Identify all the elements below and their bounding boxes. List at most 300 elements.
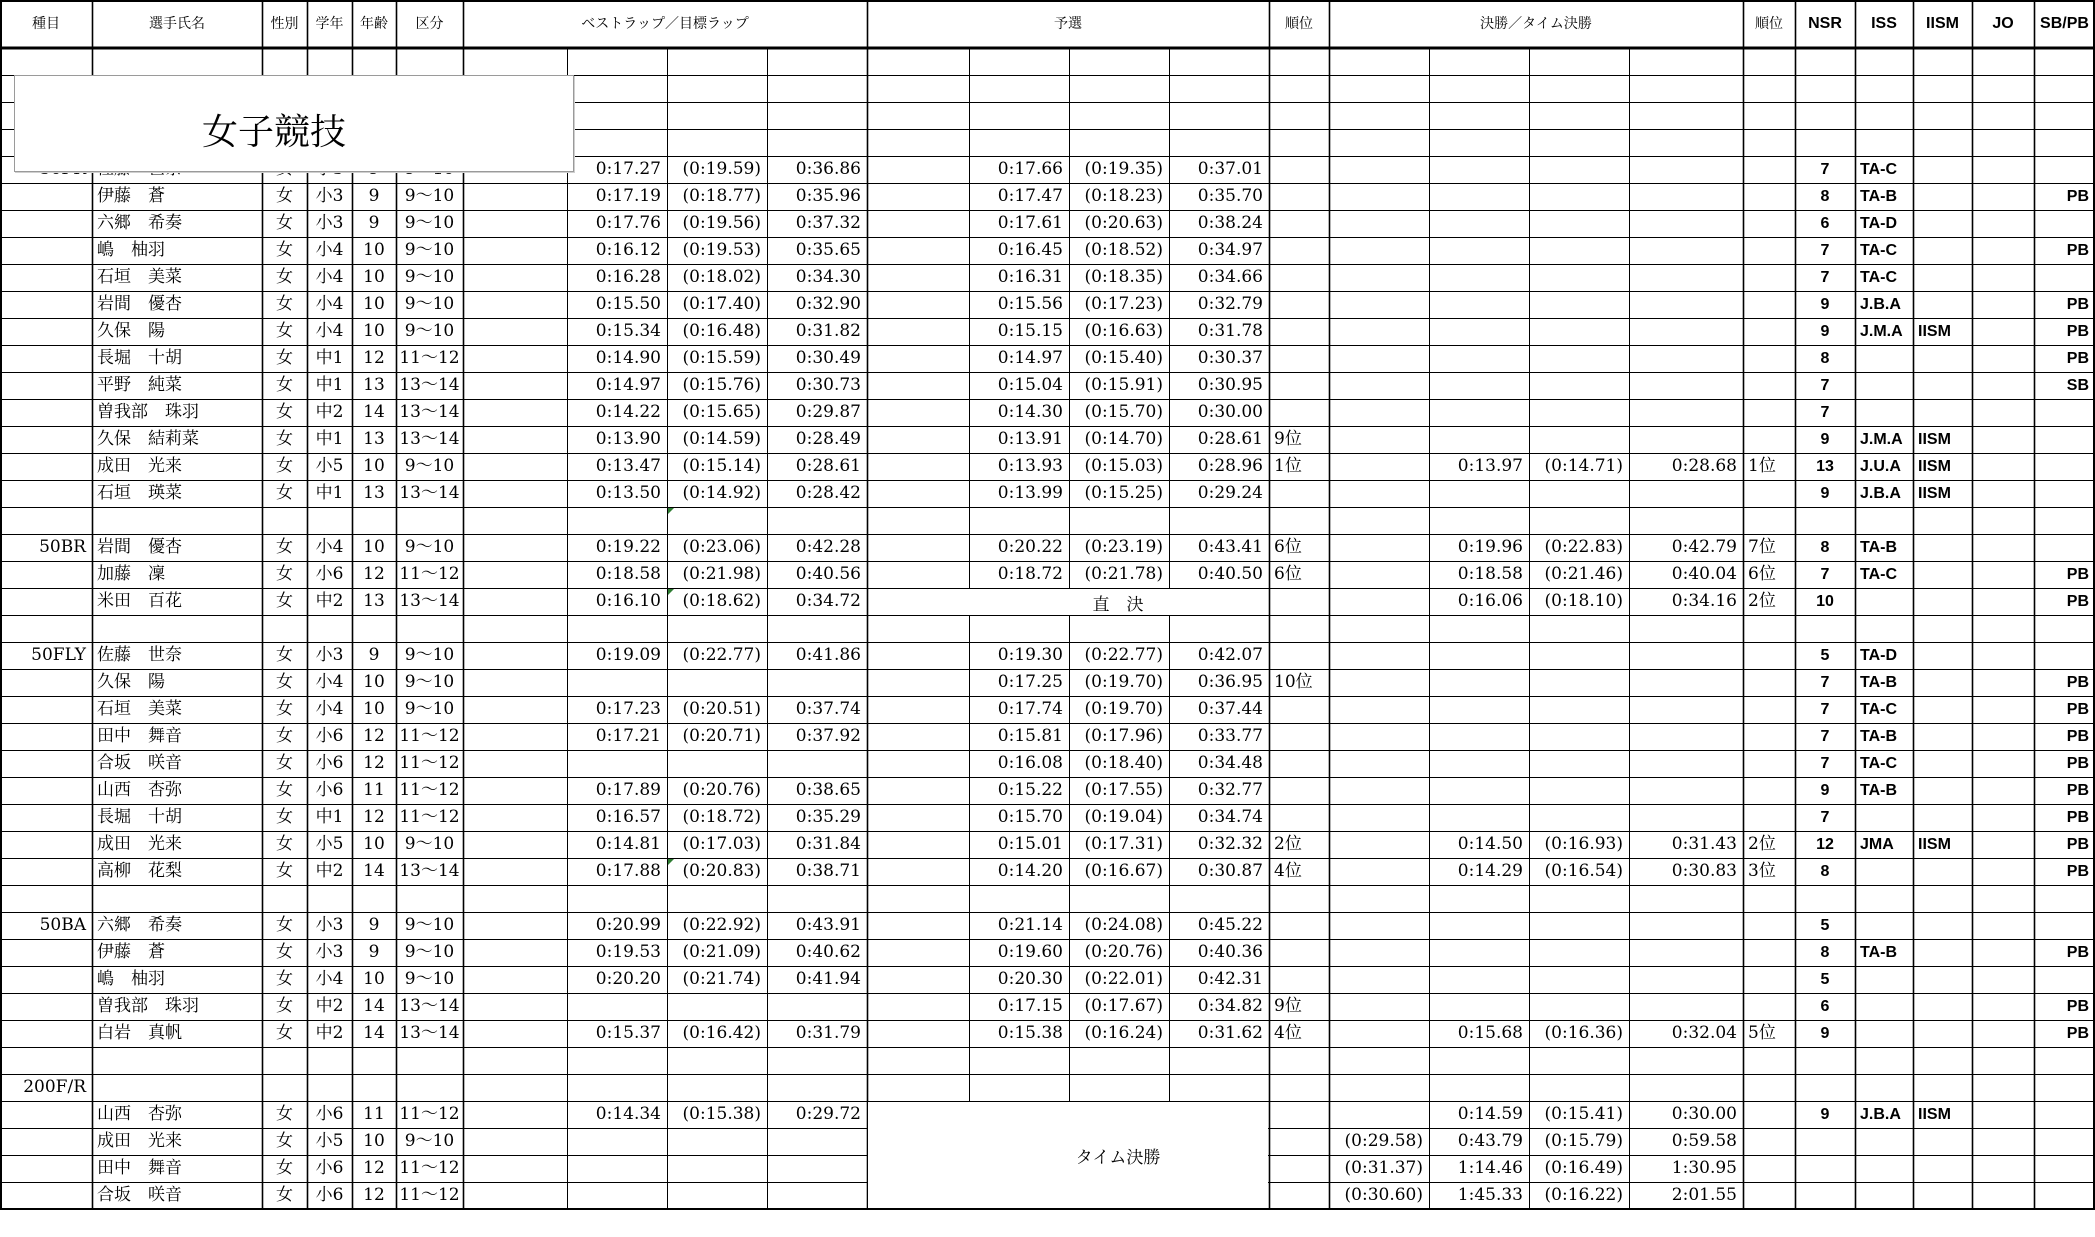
cell-gr[interactable]: 小6: [315, 726, 344, 746]
cell-f2[interactable]: (0:16.93): [1544, 834, 1623, 854]
cell-b3[interactable]: 0:41.86: [795, 645, 861, 665]
cell-p1[interactable]: 0:19.30: [997, 645, 1063, 665]
cell-nsr[interactable]: 7: [1820, 755, 1830, 772]
cell-nsr[interactable]: 9: [1820, 431, 1830, 448]
cell-g[interactable]: 女: [276, 240, 293, 260]
cell-pr[interactable]: 4位: [1274, 861, 1302, 881]
cell-f2[interactable]: (0:21.46): [1544, 564, 1623, 584]
cell-iss[interactable]: TA-C: [1860, 269, 1898, 286]
cell-sb[interactable]: PB: [2066, 566, 2089, 583]
cell-f1[interactable]: 0:18.58: [1457, 564, 1523, 584]
cell-p1[interactable]: 0:15.81: [997, 726, 1063, 746]
header-name[interactable]: 選手氏名: [149, 16, 205, 32]
cell-nsr[interactable]: 8: [1820, 350, 1830, 367]
cell-sb[interactable]: SB: [2066, 377, 2089, 394]
header-prelim[interactable]: 予選: [1054, 16, 1082, 32]
cell-b2[interactable]: (0:21.09): [682, 942, 761, 962]
cell-p1[interactable]: 0:17.47: [997, 186, 1063, 206]
cell-nm[interactable]: 岩間 優杏: [97, 294, 182, 314]
cell-gr[interactable]: 中2: [315, 861, 344, 881]
cell-p1[interactable]: 0:13.91: [997, 429, 1063, 449]
cell-cat[interactable]: 13～14: [399, 483, 460, 503]
header-iss[interactable]: ISS: [1871, 15, 1897, 32]
cell-g[interactable]: 女: [276, 942, 293, 962]
header-category[interactable]: 区分: [415, 16, 444, 32]
cell-b2[interactable]: (0:14.92): [682, 483, 761, 503]
cell-p3[interactable]: 0:34.74: [1197, 807, 1263, 827]
cell-sb[interactable]: PB: [2066, 809, 2089, 826]
cell-nsr[interactable]: 7: [1820, 377, 1830, 394]
cell-p1[interactable]: 0:17.61: [997, 213, 1063, 233]
cell-gr[interactable]: 中1: [315, 429, 344, 449]
cell-gr[interactable]: 小6: [315, 1158, 344, 1178]
cell-nm[interactable]: 久保 陽: [97, 321, 165, 341]
cell-p3[interactable]: 0:40.50: [1197, 564, 1263, 584]
cell-p3[interactable]: 0:34.82: [1197, 996, 1263, 1016]
cell-b2[interactable]: (0:18.77): [682, 186, 761, 206]
cell-b1[interactable]: 0:17.88: [595, 861, 661, 881]
cell-p2[interactable]: (0:15.91): [1084, 375, 1163, 395]
cell-cat[interactable]: 9～10: [404, 321, 455, 341]
cell-p1[interactable]: 0:15.70: [997, 807, 1063, 827]
cell-b2[interactable]: (0:20.83): [682, 861, 761, 881]
cell-age[interactable]: 10: [363, 267, 385, 287]
cell-age[interactable]: 14: [363, 1023, 385, 1043]
cell-b3[interactable]: 0:34.30: [795, 267, 861, 287]
cell-p1[interactable]: 0:17.74: [997, 699, 1063, 719]
cell-gr[interactable]: 中1: [315, 807, 344, 827]
cell-f1[interactable]: 0:13.97: [1457, 456, 1523, 476]
cell-b1[interactable]: 0:17.89: [595, 780, 661, 800]
cell-nm[interactable]: 六郷 希奏: [97, 213, 182, 233]
header-final[interactable]: 決勝／タイム決勝: [1480, 16, 1592, 32]
header-jo[interactable]: JO: [1992, 15, 2014, 32]
cell-b3[interactable]: 0:35.29: [795, 807, 861, 827]
cell-nm[interactable]: 山西 杏弥: [97, 780, 182, 800]
cell-cat[interactable]: 13～14: [399, 861, 460, 881]
cell-p3[interactable]: 0:31.78: [1197, 321, 1263, 341]
cell-b3[interactable]: 0:30.49: [795, 348, 861, 368]
cell-gr[interactable]: 小4: [315, 969, 344, 989]
cell-cat[interactable]: 13～14: [399, 429, 460, 449]
cell-p1[interactable]: 0:13.99: [997, 483, 1063, 503]
cell-p2[interactable]: (0:15.25): [1084, 483, 1163, 503]
cell-g[interactable]: 女: [276, 402, 293, 422]
cell-b2[interactable]: (0:15.14): [682, 456, 761, 476]
cell-nm[interactable]: 嶋 柚羽: [97, 969, 165, 989]
cell-sb[interactable]: PB: [2066, 674, 2089, 691]
cell-f0[interactable]: (0:29.58): [1344, 1131, 1423, 1151]
cell-b3[interactable]: 0:40.56: [795, 564, 861, 584]
cell-f1[interactable]: 1:14.46: [1457, 1158, 1523, 1178]
cell-sb[interactable]: PB: [2066, 728, 2089, 745]
cell-g[interactable]: 女: [276, 861, 293, 881]
cell-b3[interactable]: 0:34.72: [795, 591, 861, 611]
cell-g[interactable]: 女: [276, 726, 293, 746]
header-iism[interactable]: IISM: [1926, 15, 1959, 32]
cell-p2[interactable]: (0:18.35): [1084, 267, 1163, 287]
cell-f1[interactable]: 0:19.96: [1457, 537, 1523, 557]
cell-b2[interactable]: (0:17.40): [682, 294, 761, 314]
cell-sb[interactable]: PB: [2066, 701, 2089, 718]
cell-b1[interactable]: 0:17.19: [595, 186, 661, 206]
cell-p3[interactable]: 0:42.31: [1197, 969, 1263, 989]
cell-gr[interactable]: 中1: [315, 375, 344, 395]
cell-b1[interactable]: 0:17.21: [595, 726, 661, 746]
cell-b1[interactable]: 0:13.47: [595, 456, 661, 476]
cell-g[interactable]: 女: [276, 807, 293, 827]
cell-p1[interactable]: 0:15.01: [997, 834, 1063, 854]
cell-b3[interactable]: 0:43.91: [795, 915, 861, 935]
cell-pr[interactable]: 4位: [1274, 1023, 1302, 1043]
cell-age[interactable]: 12: [363, 726, 385, 746]
cell-nsr[interactable]: 9: [1820, 323, 1830, 340]
cell-nm[interactable]: 白岩 真帆: [97, 1023, 182, 1043]
cell-cat[interactable]: 11～12: [399, 564, 460, 584]
cell-g[interactable]: 女: [276, 1023, 293, 1043]
cell-b3[interactable]: 0:31.79: [795, 1023, 861, 1043]
cell-cat[interactable]: 11～12: [399, 753, 460, 773]
cell-f3[interactable]: 0:34.16: [1671, 591, 1737, 611]
cell-b3[interactable]: 0:36.86: [795, 159, 861, 179]
cell-p2[interactable]: (0:23.19): [1084, 537, 1163, 557]
cell-g[interactable]: 女: [276, 267, 293, 287]
cell-g[interactable]: 女: [276, 429, 293, 449]
cell-g[interactable]: 女: [276, 915, 293, 935]
cell-nm[interactable]: 岩間 優杏: [97, 537, 182, 557]
cell-b3[interactable]: 0:29.72: [795, 1104, 861, 1124]
cell-iss[interactable]: TA-C: [1860, 701, 1898, 718]
title-text-box[interactable]: [14, 75, 574, 172]
cell-nsr[interactable]: 9: [1820, 1106, 1830, 1123]
cell-age[interactable]: 11: [363, 1104, 385, 1124]
cell-f3[interactable]: 2:01.55: [1671, 1185, 1737, 1205]
cell-b2[interactable]: (0:16.48): [682, 321, 761, 341]
cell-iss[interactable]: J.B.A: [1860, 296, 1901, 313]
cell-f2[interactable]: (0:15.79): [1544, 1131, 1623, 1151]
cell-age[interactable]: 14: [363, 996, 385, 1016]
cell-gr[interactable]: 小6: [315, 780, 344, 800]
cell-iss[interactable]: J.M.A: [1860, 431, 1903, 448]
cell-p2[interactable]: (0:16.67): [1084, 861, 1163, 881]
cell-age[interactable]: 9: [368, 915, 380, 935]
cell-cat[interactable]: 11～12: [399, 348, 460, 368]
cell-b2[interactable]: (0:21.74): [682, 969, 761, 989]
cell-age[interactable]: 13: [363, 591, 385, 611]
cell-ev[interactable]: 50BR: [39, 537, 86, 557]
cell-age[interactable]: 13: [363, 483, 385, 503]
cell-age[interactable]: 10: [363, 537, 385, 557]
cell-nm[interactable]: 米田 百花: [97, 591, 182, 611]
cell-nm[interactable]: 石垣 瑛菜: [97, 483, 182, 503]
cell-p1[interactable]: 0:15.38: [997, 1023, 1063, 1043]
cell-gr[interactable]: 小4: [315, 267, 344, 287]
cell-b3[interactable]: 0:35.96: [795, 186, 861, 206]
cell-nm[interactable]: 田中 舞音: [97, 1158, 182, 1178]
cell-fr[interactable]: 6位: [1748, 564, 1776, 584]
cell-iism[interactable]: IISM: [1918, 458, 1951, 475]
cell-sb[interactable]: PB: [2066, 836, 2089, 853]
cell-f1[interactable]: 0:15.68: [1457, 1023, 1523, 1043]
cell-p3[interactable]: 0:38.24: [1197, 213, 1263, 233]
cell-f2[interactable]: (0:15.41): [1544, 1104, 1623, 1124]
cell-g[interactable]: 女: [276, 375, 293, 395]
header-prelim_rank[interactable]: 順位: [1285, 16, 1313, 32]
cell-p3[interactable]: 0:30.37: [1197, 348, 1263, 368]
cell-b2[interactable]: (0:16.42): [682, 1023, 761, 1043]
cell-b3[interactable]: 0:32.90: [795, 294, 861, 314]
cell-nsr[interactable]: 7: [1820, 269, 1830, 286]
cell-b1[interactable]: 0:20.99: [595, 915, 661, 935]
cell-p1[interactable]: 0:15.22: [997, 780, 1063, 800]
cell-cat[interactable]: 9～10: [404, 186, 455, 206]
cell-sb[interactable]: PB: [2066, 944, 2089, 961]
cell-gr[interactable]: 中2: [315, 591, 344, 611]
cell-b1[interactable]: 0:20.20: [595, 969, 661, 989]
cell-pr[interactable]: 1位: [1274, 456, 1302, 476]
cell-iss[interactable]: JMA: [1860, 836, 1894, 853]
cell-p3[interactable]: 0:28.96: [1197, 456, 1263, 476]
cell-p1[interactable]: 0:15.04: [997, 375, 1063, 395]
cell-gr[interactable]: 小4: [315, 672, 344, 692]
cell-cat[interactable]: 9～10: [404, 834, 455, 854]
cell-fr[interactable]: 3位: [1748, 861, 1776, 881]
cell-b2[interactable]: (0:20.71): [682, 726, 761, 746]
cell-g[interactable]: 女: [276, 483, 293, 503]
cell-g[interactable]: 女: [276, 564, 293, 584]
cell-sb[interactable]: PB: [2066, 1025, 2089, 1042]
cell-gr[interactable]: 小6: [315, 1185, 344, 1205]
cell-age[interactable]: 12: [363, 1158, 385, 1178]
cell-nm[interactable]: 山西 杏弥: [97, 1104, 182, 1124]
cell-iss[interactable]: J.U.A: [1860, 458, 1901, 475]
cell-b2[interactable]: (0:15.76): [682, 375, 761, 395]
cell-pr[interactable]: 2位: [1274, 834, 1302, 854]
cell-f3[interactable]: 0:59.58: [1671, 1131, 1737, 1151]
cell-nsr[interactable]: 7: [1820, 809, 1830, 826]
cell-p2[interactable]: (0:17.55): [1084, 780, 1163, 800]
cell-p2[interactable]: (0:17.31): [1084, 834, 1163, 854]
header-sbpb[interactable]: SB/PB: [2040, 15, 2089, 32]
cell-age[interactable]: 10: [363, 294, 385, 314]
cell-g[interactable]: 女: [276, 753, 293, 773]
cell-sb[interactable]: PB: [2066, 755, 2089, 772]
cell-nsr[interactable]: 9: [1820, 1025, 1830, 1042]
cell-nsr[interactable]: 5: [1820, 647, 1830, 664]
cell-age[interactable]: 9: [368, 213, 380, 233]
cell-f2[interactable]: (0:14.71): [1544, 456, 1623, 476]
cell-p2[interactable]: (0:19.04): [1084, 807, 1163, 827]
cell-f1[interactable]: 0:14.29: [1457, 861, 1523, 881]
cell-cat[interactable]: 9～10: [404, 672, 455, 692]
cell-gr[interactable]: 小5: [315, 1131, 344, 1151]
cell-b1[interactable]: 0:16.10: [595, 591, 661, 611]
cell-iss[interactable]: TA-B: [1860, 944, 1898, 961]
cell-nm[interactable]: 石垣 美菜: [97, 267, 182, 287]
cell-age[interactable]: 10: [363, 699, 385, 719]
cell-nsr[interactable]: 8: [1820, 539, 1830, 556]
cell-cat[interactable]: 9～10: [404, 537, 455, 557]
cell-cat[interactable]: 9～10: [404, 294, 455, 314]
cell-g[interactable]: 女: [276, 213, 293, 233]
cell-p2[interactable]: (0:19.70): [1084, 672, 1163, 692]
cell-nsr[interactable]: 7: [1820, 161, 1830, 178]
cell-p2[interactable]: (0:17.67): [1084, 996, 1163, 1016]
cell-cat[interactable]: 11～12: [399, 1104, 460, 1124]
cell-p3[interactable]: 0:32.79: [1197, 294, 1263, 314]
cell-cat[interactable]: 9～10: [404, 645, 455, 665]
cell-gr[interactable]: 小5: [315, 834, 344, 854]
cell-fr[interactable]: 5位: [1748, 1023, 1776, 1043]
cell-p1[interactable]: 0:17.25: [997, 672, 1063, 692]
cell-age[interactable]: 13: [363, 375, 385, 395]
cell-nsr[interactable]: 7: [1820, 566, 1830, 583]
cell-nsr[interactable]: 8: [1820, 188, 1830, 205]
cell-gr[interactable]: 小3: [315, 186, 344, 206]
cell-b2[interactable]: (0:19.56): [682, 213, 761, 233]
cell-p3[interactable]: 0:34.66: [1197, 267, 1263, 287]
cell-p2[interactable]: (0:16.63): [1084, 321, 1163, 341]
cell-b2[interactable]: (0:23.06): [682, 537, 761, 557]
cell-b3[interactable]: 0:35.65: [795, 240, 861, 260]
cell-gr[interactable]: 小5: [315, 456, 344, 476]
cell-age[interactable]: 13: [363, 429, 385, 449]
cell-fr[interactable]: 1位: [1748, 456, 1776, 476]
cell-f2[interactable]: (0:16.36): [1544, 1023, 1623, 1043]
cell-g[interactable]: 女: [276, 321, 293, 341]
cell-f2[interactable]: (0:16.54): [1544, 861, 1623, 881]
cell-p3[interactable]: 0:28.61: [1197, 429, 1263, 449]
cell-cat[interactable]: 9～10: [404, 267, 455, 287]
cell-b3[interactable]: 0:38.71: [795, 861, 861, 881]
cell-iism[interactable]: IISM: [1918, 323, 1951, 340]
cell-gr[interactable]: 小4: [315, 321, 344, 341]
cell-sb[interactable]: PB: [2066, 242, 2089, 259]
cell-sb[interactable]: PB: [2066, 323, 2089, 340]
cell-b1[interactable]: 0:14.81: [595, 834, 661, 854]
cell-f3[interactable]: 0:32.04: [1671, 1023, 1737, 1043]
cell-b2[interactable]: (0:20.51): [682, 699, 761, 719]
cell-b1[interactable]: 0:19.22: [595, 537, 661, 557]
cell-age[interactable]: 10: [363, 240, 385, 260]
cell-p1[interactable]: 0:14.20: [997, 861, 1063, 881]
cell-cat[interactable]: 9～10: [404, 915, 455, 935]
cell-pr[interactable]: 9位: [1274, 429, 1302, 449]
cell-p3[interactable]: 0:37.01: [1197, 159, 1263, 179]
cell-gr[interactable]: 中1: [315, 348, 344, 368]
cell-cat[interactable]: 9～10: [404, 456, 455, 476]
cell-p3[interactable]: 0:30.95: [1197, 375, 1263, 395]
cell-p1[interactable]: 0:18.72: [997, 564, 1063, 584]
cell-p3[interactable]: 0:30.87: [1197, 861, 1263, 881]
cell-b2[interactable]: (0:21.98): [682, 564, 761, 584]
cell-nsr[interactable]: 9: [1820, 296, 1830, 313]
cell-g[interactable]: 女: [276, 591, 293, 611]
cell-p2[interactable]: (0:14.70): [1084, 429, 1163, 449]
cell-gr[interactable]: 小6: [315, 753, 344, 773]
cell-f1[interactable]: 0:14.59: [1457, 1104, 1523, 1124]
cell-iss[interactable]: TA-D: [1860, 647, 1898, 664]
cell-p3[interactable]: 0:32.77: [1197, 780, 1263, 800]
cell-p3[interactable]: 0:32.32: [1197, 834, 1263, 854]
cell-cat[interactable]: 11～12: [399, 807, 460, 827]
cell-nm[interactable]: 久保 陽: [97, 672, 165, 692]
cell-age[interactable]: 10: [363, 969, 385, 989]
cell-p3[interactable]: 0:35.70: [1197, 186, 1263, 206]
cell-cat[interactable]: 9～10: [404, 942, 455, 962]
cell-nsr[interactable]: 9: [1820, 485, 1830, 502]
cell-nsr[interactable]: 13: [1816, 458, 1834, 475]
cell-f2[interactable]: (0:16.49): [1544, 1158, 1623, 1178]
cell-cat[interactable]: 9～10: [404, 699, 455, 719]
cell-g[interactable]: 女: [276, 1131, 293, 1151]
cell-age[interactable]: 14: [363, 861, 385, 881]
cell-cat[interactable]: 13～14: [399, 1023, 460, 1043]
cell-p2[interactable]: (0:18.23): [1084, 186, 1163, 206]
cell-b1[interactable]: 0:17.76: [595, 213, 661, 233]
cell-nsr[interactable]: 6: [1820, 998, 1830, 1015]
cell-b1[interactable]: 0:16.57: [595, 807, 661, 827]
cell-gr[interactable]: 小3: [315, 915, 344, 935]
cell-iss[interactable]: TA-C: [1860, 161, 1898, 178]
cell-nm[interactable]: 伊藤 蒼: [97, 942, 165, 962]
header-gender[interactable]: 性別: [270, 16, 299, 32]
cell-gr[interactable]: 小3: [315, 213, 344, 233]
cell-g[interactable]: 女: [276, 699, 293, 719]
cell-p1[interactable]: 0:14.97: [997, 348, 1063, 368]
cell-age[interactable]: 10: [363, 1131, 385, 1151]
cell-p3[interactable]: 0:40.36: [1197, 942, 1263, 962]
cell-nm[interactable]: 合坂 咲音: [97, 1185, 182, 1205]
cell-f1[interactable]: 0:43.79: [1457, 1131, 1523, 1151]
cell-cat[interactable]: 11～12: [399, 726, 460, 746]
cell-cat[interactable]: 11～12: [399, 1185, 460, 1205]
cell-b3[interactable]: 0:28.42: [795, 483, 861, 503]
cell-iss[interactable]: TA-C: [1860, 755, 1898, 772]
cell-b3[interactable]: 0:40.62: [795, 942, 861, 962]
cell-ev[interactable]: 200F/R: [23, 1077, 86, 1097]
cell-nsr[interactable]: 9: [1820, 782, 1830, 799]
cell-age[interactable]: 11: [363, 780, 385, 800]
cell-nm[interactable]: 長堀 十胡: [97, 348, 182, 368]
cell-pr[interactable]: 6位: [1274, 564, 1302, 584]
cell-p2[interactable]: (0:22.01): [1084, 969, 1163, 989]
cell-nm[interactable]: 加藤 凜: [97, 564, 165, 584]
cell-iss[interactable]: TA-B: [1860, 539, 1898, 556]
cell-nm[interactable]: 佐藤 世奈: [97, 645, 182, 665]
header-best_lap[interactable]: ベストラップ／目標ラップ: [581, 16, 749, 32]
cell-g[interactable]: 女: [276, 1104, 293, 1124]
cell-b2[interactable]: (0:22.92): [682, 915, 761, 935]
cell-iss[interactable]: TA-B: [1860, 728, 1898, 745]
cell-cat[interactable]: 13～14: [399, 375, 460, 395]
cell-gr[interactable]: 小4: [315, 699, 344, 719]
cell-iss[interactable]: TA-B: [1860, 782, 1898, 799]
cell-p2[interactable]: (0:18.40): [1084, 753, 1163, 773]
cell-b1[interactable]: 0:15.37: [595, 1023, 661, 1043]
cell-gr[interactable]: 小4: [315, 294, 344, 314]
cell-cat[interactable]: 9～10: [404, 969, 455, 989]
cell-gr[interactable]: 小3: [315, 645, 344, 665]
cell-b3[interactable]: 0:28.49: [795, 429, 861, 449]
cell-nsr[interactable]: 7: [1820, 701, 1830, 718]
cell-p3[interactable]: 0:43.41: [1197, 537, 1263, 557]
cell-f3[interactable]: 0:31.43: [1671, 834, 1737, 854]
cell-p3[interactable]: 0:45.22: [1197, 915, 1263, 935]
cell-p2[interactable]: (0:18.52): [1084, 240, 1163, 260]
cell-age[interactable]: 14: [363, 402, 385, 422]
cell-b1[interactable]: 0:14.22: [595, 402, 661, 422]
